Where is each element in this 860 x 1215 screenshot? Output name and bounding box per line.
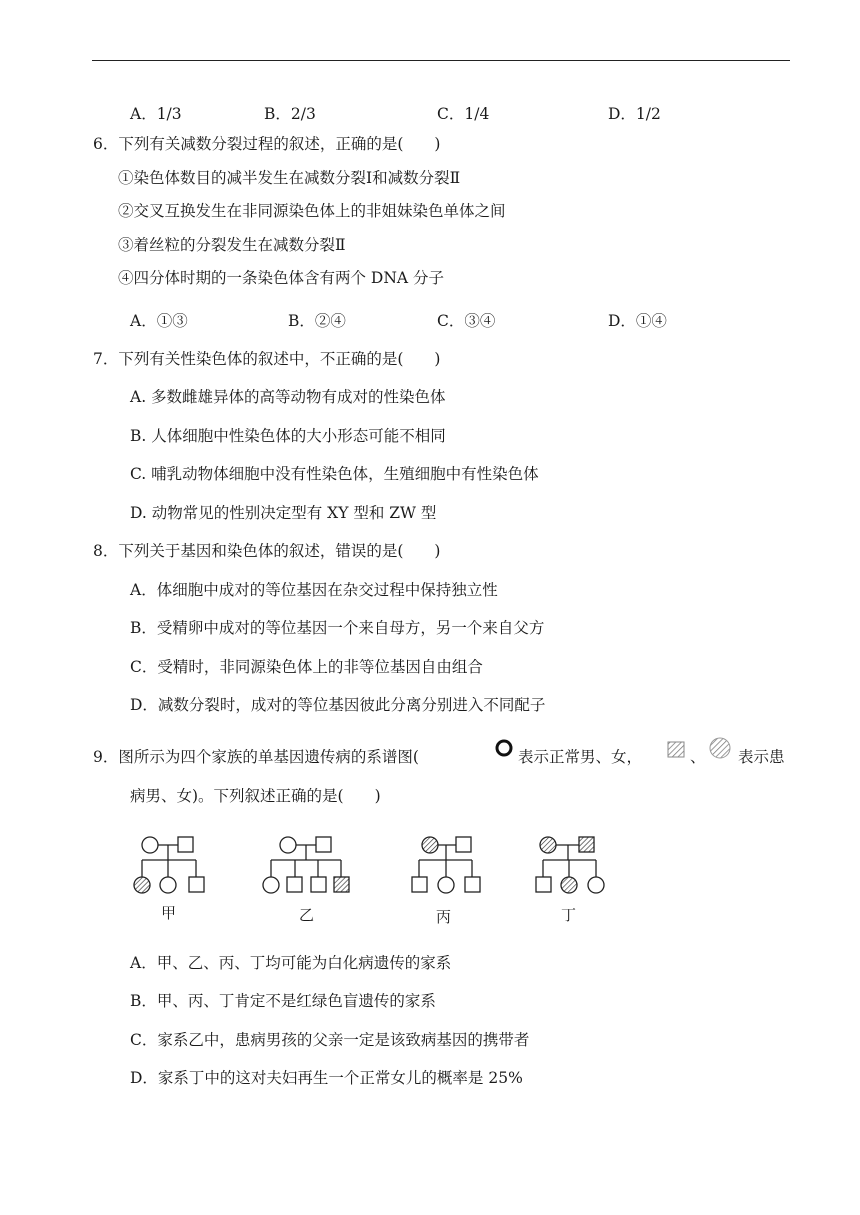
q9-stem-line2: 病男、女)。下列叙述正确的是( ): [130, 787, 381, 805]
q7-stem: 7．下列有关性染色体的叙述中，不正确的是( ): [93, 350, 441, 368]
q6-statement-1: ①染色体数目的减半发生在减数分裂Ⅰ和减数分裂Ⅱ: [118, 169, 461, 187]
q9-option-a: A．甲、乙、丙、丁均可能为白化病遗传的家系: [130, 954, 452, 972]
q6-statement-2: ②交叉互换发生在非同源染色体上的非姐妹染色单体之间: [118, 202, 506, 220]
header-rule: [92, 60, 790, 61]
q9-stem-part1: 9．图所示为四个家族的单基因遗传病的系谱图(: [93, 748, 419, 766]
q8-stem: 8．下列关于基因和染色体的叙述，错误的是( ): [93, 542, 441, 560]
pedigree-ding: [536, 837, 604, 893]
pedigree-bing: [412, 837, 480, 893]
legend-affected-male-icon: [666, 740, 688, 760]
q6-option-d: D．①④: [608, 312, 667, 330]
q6-option-c: C．③④: [437, 312, 496, 330]
q6-option-a: A．①③: [130, 312, 188, 330]
q9-option-c: C．家系乙中，患病男孩的父亲一定是该致病基因的携带者: [130, 1031, 530, 1049]
q9-stem-part4: 表示患: [738, 748, 785, 766]
q5-option-a: A．1/3: [130, 105, 182, 123]
pedigree-label-yi: 乙: [299, 906, 315, 924]
q9-stem-part2: 表示正常男、女，: [518, 748, 643, 766]
q5-option-b: B．2/3: [264, 105, 316, 123]
q8-option-c: C．受精时，非同源染色体上的非等位基因自由组合: [130, 658, 483, 676]
q7-option-a: A. 多数雌雄异体的高等动物有成对的性染色体: [130, 388, 446, 406]
pedigree-yi: [263, 837, 349, 893]
q7-option-b: B. 人体细胞中性染色体的大小形态可能不相同: [130, 427, 446, 445]
q8-option-d: D．减数分裂时，成对的等位基因彼此分离分别进入不同配子: [130, 696, 546, 714]
q5-option-d: D．1/2: [608, 105, 661, 123]
legend-normal-icon: [494, 738, 516, 760]
pedigree-label-bing: 丙: [436, 908, 452, 926]
q6-stem: 6．下列有关减数分裂过程的叙述，正确的是( ): [93, 135, 441, 153]
q9-option-d: D．家系丁中的这对夫妇再生一个正常女儿的概率是 25%: [130, 1069, 523, 1087]
legend-affected-female-icon: [708, 736, 734, 762]
q6-statement-3: ③着丝粒的分裂发生在减数分裂Ⅱ: [118, 236, 346, 254]
pedigree-label-ding: 丁: [561, 906, 577, 924]
q7-option-c: C. 哺乳动物体细胞中没有性染色体，生殖细胞中有性染色体: [130, 465, 539, 483]
q7-option-d: D. 动物常见的性别决定型有 XY 型和 ZW 型: [130, 504, 437, 522]
q6-statement-4: ④四分体时期的一条染色体含有两个 DNA 分子: [118, 269, 445, 287]
pedigree-jia: [134, 837, 204, 893]
q9-stem-part3: 、: [690, 748, 706, 766]
q5-option-c: C．1/4: [437, 105, 490, 123]
q6-option-b: B．②④: [288, 312, 346, 330]
pedigree-label-jia: 甲: [161, 904, 177, 922]
pedigree-figure: [120, 830, 620, 900]
q8-option-a: A．体细胞中成对的等位基因在杂交过程中保持独立性: [130, 581, 498, 599]
q9-option-b: B．甲、丙、丁肯定不是红绿色盲遗传的家系: [130, 992, 436, 1010]
q8-option-b: B．受精卵中成对的等位基因一个来自母方，另一个来自父方: [130, 619, 545, 637]
